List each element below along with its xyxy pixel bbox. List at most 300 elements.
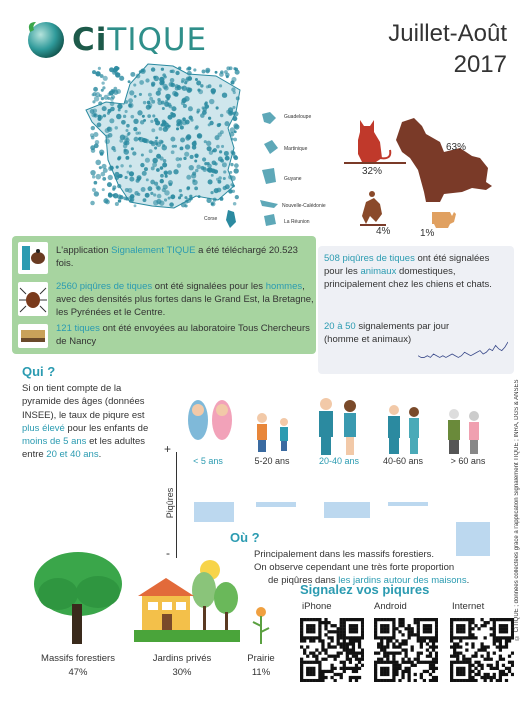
qr-module <box>456 670 459 673</box>
density-dot <box>162 162 167 167</box>
density-dot <box>105 200 110 205</box>
qr-module <box>358 652 361 655</box>
density-dot <box>162 188 166 192</box>
qr-module <box>401 676 404 679</box>
qr-module <box>312 667 315 670</box>
density-dot <box>164 171 168 175</box>
density-dot <box>190 118 193 121</box>
qr-module <box>343 645 346 648</box>
place-percent: 11% <box>251 667 271 678</box>
qr-module <box>487 652 490 655</box>
qr-module <box>380 624 383 627</box>
density-dot <box>113 149 116 152</box>
qr-module <box>480 648 483 651</box>
qr-module <box>450 630 453 633</box>
qr-module <box>300 658 303 661</box>
qr-module <box>435 679 438 682</box>
density-dot <box>92 175 95 178</box>
qr-module <box>432 676 435 679</box>
qr-module <box>502 670 505 673</box>
qr-module <box>453 661 456 664</box>
qr-module <box>429 679 432 682</box>
qr-module <box>474 673 477 676</box>
density-dot <box>231 151 235 155</box>
qr-module <box>306 679 309 682</box>
qr-module <box>398 645 401 648</box>
qr-module <box>408 676 411 679</box>
density-dot <box>196 165 201 170</box>
adults-40-60-icon <box>388 405 419 454</box>
density-dot <box>170 70 173 73</box>
qr-module <box>374 667 377 670</box>
qr-module <box>477 673 480 676</box>
qr-module <box>474 652 477 655</box>
qr-code-internet[interactable] <box>450 618 514 682</box>
title-year: 2017 <box>453 51 507 78</box>
density-dot <box>234 168 239 173</box>
qr-module <box>300 636 303 639</box>
qr-module <box>303 652 306 655</box>
qr-module <box>343 633 346 636</box>
density-dot <box>187 66 191 70</box>
qr-module <box>386 642 389 645</box>
qr-module <box>349 676 352 679</box>
qr-module <box>343 670 346 673</box>
qr-module <box>300 664 303 667</box>
qr-module <box>477 664 480 667</box>
qr-module <box>426 630 429 633</box>
density-dot <box>228 175 233 180</box>
qr-module <box>429 645 432 648</box>
qr-module <box>465 636 468 639</box>
qr-module <box>343 642 346 645</box>
qr-module <box>318 624 321 627</box>
qr-module <box>330 636 333 639</box>
qr-module <box>358 639 361 642</box>
qr-module <box>408 627 411 630</box>
density-dot <box>109 166 113 170</box>
qr-module <box>471 670 474 673</box>
qr-module <box>343 667 346 670</box>
qr-module <box>480 676 483 679</box>
cow-percent: 1% <box>420 228 435 239</box>
qr-module <box>343 639 346 642</box>
prairie-illustration <box>248 606 274 646</box>
density-dot <box>101 89 104 92</box>
qr-module <box>496 645 499 648</box>
density-dot <box>189 165 194 170</box>
qr-module <box>411 630 414 633</box>
qr-module <box>408 658 411 661</box>
qr-module <box>423 630 426 633</box>
qr-module <box>404 639 407 642</box>
qr-module <box>408 673 411 676</box>
qr-module <box>374 633 377 636</box>
density-dot <box>90 170 95 175</box>
qr-module <box>392 621 395 624</box>
density-dot <box>195 125 199 129</box>
qr-module <box>389 652 392 655</box>
density-dot <box>155 136 158 139</box>
qr-module <box>315 658 318 661</box>
qr-module <box>318 664 321 667</box>
qr-module <box>465 618 468 621</box>
qr-module <box>340 618 343 621</box>
qr-module <box>493 621 496 624</box>
density-dot <box>108 175 113 180</box>
qr-module <box>303 639 306 642</box>
density-dot <box>218 157 223 162</box>
qr-module <box>417 639 420 642</box>
density-dot <box>154 140 157 143</box>
brand-name: TIQUE <box>107 22 208 58</box>
qr-module <box>321 645 324 648</box>
density-dot <box>230 80 234 84</box>
density-dot <box>220 114 223 117</box>
qr-module <box>386 658 389 661</box>
qr-module <box>499 676 502 679</box>
density-dot <box>202 70 206 74</box>
stat-highlight: Signalement TIQUE <box>111 245 196 256</box>
qr-module <box>306 670 309 673</box>
qr-module <box>490 633 493 636</box>
qr-module <box>300 667 303 670</box>
qr-module <box>493 633 496 636</box>
density-dot <box>101 97 104 100</box>
qr-module <box>343 627 346 630</box>
qr-module <box>392 636 395 639</box>
qr-module <box>499 670 502 673</box>
qr-module <box>477 648 480 651</box>
density-dot <box>168 197 171 200</box>
density-dot <box>236 96 240 100</box>
qr-module <box>487 658 490 661</box>
density-dot <box>233 138 237 142</box>
stat-item <box>18 323 310 354</box>
density-dot <box>133 83 136 86</box>
qr-module <box>300 676 303 679</box>
qr-module <box>309 667 312 670</box>
qr-module <box>392 618 395 621</box>
density-dot <box>112 188 115 191</box>
density-dot <box>123 196 127 200</box>
density-dot <box>115 126 118 129</box>
qr-module <box>408 661 411 664</box>
density-dot <box>211 202 214 205</box>
qr-module <box>309 670 312 673</box>
qr-module <box>380 673 383 676</box>
qr-module <box>349 639 352 642</box>
qr-module <box>502 673 505 676</box>
qr-module <box>380 642 383 645</box>
stat-text: L'application <box>56 245 112 256</box>
qr-module <box>450 670 453 673</box>
age-bar <box>456 522 490 556</box>
density-dot <box>161 68 164 71</box>
density-dot <box>228 189 233 194</box>
qui-text-part: . <box>98 449 102 461</box>
qr-module <box>450 655 453 658</box>
density-dot <box>209 121 213 125</box>
qr-module <box>315 679 318 682</box>
daily-highlight: 20 à 50 <box>324 321 356 332</box>
density-dot <box>187 135 192 140</box>
qr-module <box>432 618 435 621</box>
qr-module <box>401 633 404 636</box>
animal-stats-box <box>318 246 514 374</box>
qr-module <box>435 661 438 664</box>
density-dot <box>95 140 100 145</box>
qr-module <box>450 679 453 682</box>
qr-module <box>346 652 349 655</box>
qr-module <box>398 652 401 655</box>
density-dot <box>131 147 134 150</box>
qr-module <box>432 667 435 670</box>
axis-minus: - <box>166 546 170 560</box>
qr-module <box>468 627 471 630</box>
density-dot <box>118 199 121 202</box>
qr-module <box>330 624 333 627</box>
qr-module <box>429 636 432 639</box>
density-dot <box>202 110 207 115</box>
density-dot <box>178 66 181 69</box>
density-dot <box>185 144 190 149</box>
qr-module <box>327 621 330 624</box>
qr-module <box>300 633 303 636</box>
qr-module <box>389 679 392 682</box>
qr-module <box>327 645 330 648</box>
density-dot <box>174 145 177 148</box>
density-dot <box>197 133 202 138</box>
density-dot <box>93 87 98 92</box>
qr-module <box>474 655 477 658</box>
qr-module <box>480 642 483 645</box>
density-dot <box>187 76 192 81</box>
qr-module <box>456 618 459 621</box>
density-dot <box>107 127 111 131</box>
signal-title: Signalez vos piqures <box>300 582 430 597</box>
qr-module <box>349 636 352 639</box>
density-dot <box>116 114 121 119</box>
qr-module <box>358 636 361 639</box>
qr-module <box>395 673 398 676</box>
qr-module <box>499 630 502 633</box>
density-dot <box>132 151 136 155</box>
qr-code-iphone[interactable] <box>300 618 364 682</box>
density-dot <box>91 126 95 130</box>
qr-module <box>459 645 462 648</box>
qr-module <box>404 648 407 651</box>
density-dot <box>235 195 239 199</box>
density-dot <box>211 88 216 93</box>
qr-module <box>340 636 343 639</box>
qr-module <box>340 652 343 655</box>
qr-module <box>352 618 355 621</box>
qr-module <box>355 639 358 642</box>
density-dot <box>137 175 142 180</box>
qr-module <box>306 667 309 670</box>
qr-module <box>417 655 420 658</box>
qui-highlight: moins de 5 ans <box>22 436 87 448</box>
qr-module <box>404 652 407 655</box>
qr-module <box>502 618 505 621</box>
qr-module <box>309 630 312 633</box>
qr-module <box>383 645 386 648</box>
density-dot <box>198 89 203 94</box>
qr-module <box>420 618 423 621</box>
qr-module <box>355 652 358 655</box>
density-dot <box>108 192 112 196</box>
qr-module <box>346 658 349 661</box>
qr-module <box>493 624 496 627</box>
qr-module <box>392 633 395 636</box>
qr-module <box>471 676 474 679</box>
density-dot <box>134 204 137 207</box>
qr-module <box>502 636 505 639</box>
qr-module <box>392 658 395 661</box>
qr-module <box>499 618 502 621</box>
density-dot <box>92 188 96 192</box>
density-dot <box>102 188 105 191</box>
density-dot <box>130 115 134 119</box>
qr-module <box>380 636 383 639</box>
density-dot <box>90 201 95 206</box>
density-dot <box>232 112 235 115</box>
qr-module <box>435 655 438 658</box>
age-labels <box>176 456 506 470</box>
qr-module <box>343 648 346 651</box>
territory-label: Guadeloupe <box>284 114 312 120</box>
qr-module <box>456 655 459 658</box>
qr-module <box>355 664 358 667</box>
density-dot <box>198 195 201 198</box>
qr-module <box>321 642 324 645</box>
qr-module <box>508 618 511 621</box>
density-dot <box>116 166 119 169</box>
density-dot <box>117 104 122 109</box>
density-dot <box>150 120 153 123</box>
qr-module <box>315 661 318 664</box>
qr-module <box>352 667 355 670</box>
qr-module <box>417 661 420 664</box>
qr-module <box>429 664 432 667</box>
qr-module <box>496 667 499 670</box>
density-dot <box>150 192 153 195</box>
density-dot <box>218 123 221 126</box>
qr-module <box>401 618 404 621</box>
density-dot <box>175 71 179 75</box>
qr-module <box>330 676 333 679</box>
qr-module <box>459 618 462 621</box>
density-dot <box>125 110 128 113</box>
qr-module <box>312 673 315 676</box>
qr-module <box>417 652 420 655</box>
animal-highlight: animaux <box>360 266 397 277</box>
density-dot <box>165 100 168 103</box>
qr-module <box>468 676 471 679</box>
qr-module <box>462 624 465 627</box>
density-dot <box>219 84 222 87</box>
corse-shape <box>226 210 236 228</box>
sparkline-line <box>418 342 508 357</box>
density-dot <box>224 151 229 156</box>
qr-module <box>352 636 355 639</box>
qr-module <box>343 624 346 627</box>
density-dot <box>174 92 179 97</box>
qr-module <box>334 673 337 676</box>
density-dot <box>140 163 144 167</box>
qr-module <box>306 673 309 676</box>
density-dot <box>169 202 174 207</box>
density-dot <box>233 155 237 159</box>
stat-text: a été téléchargé 20.523 fois. <box>56 245 298 269</box>
qr-module <box>471 645 474 648</box>
density-dot <box>234 163 239 168</box>
animals-chart <box>340 112 510 242</box>
qr-module <box>352 639 355 642</box>
qr-module <box>432 658 435 661</box>
qr-module <box>300 618 303 621</box>
density-dot <box>163 159 167 163</box>
qr-code-android[interactable] <box>374 618 438 682</box>
qr-module <box>346 618 349 621</box>
density-dot <box>231 138 234 141</box>
qr-module <box>480 667 483 670</box>
qr-module <box>349 618 352 621</box>
density-dot <box>167 103 171 107</box>
qr-module <box>459 627 462 630</box>
density-dot <box>184 204 187 207</box>
axis-line <box>176 452 177 558</box>
qr-module <box>420 636 423 639</box>
density-dot <box>233 123 238 128</box>
qr-module <box>324 652 327 655</box>
qr-module <box>355 636 358 639</box>
qr-module <box>505 679 508 682</box>
density-dot <box>180 126 184 130</box>
qr-module <box>315 636 318 639</box>
qr-module <box>321 621 324 624</box>
qr-module <box>312 670 315 673</box>
qr-module <box>395 661 398 664</box>
qr-module <box>511 664 514 667</box>
qr-module <box>417 658 420 661</box>
qr-module <box>352 655 355 658</box>
qr-module <box>355 630 358 633</box>
qr-module <box>330 664 333 667</box>
qr-module <box>374 664 377 667</box>
logo <box>24 18 208 64</box>
ou-title: Où ? <box>230 530 260 545</box>
qr-module <box>423 661 426 664</box>
qr-module <box>324 627 327 630</box>
density-dot <box>162 121 166 125</box>
qr-module <box>411 645 414 648</box>
qr-module <box>309 639 312 642</box>
qr-module <box>346 648 349 651</box>
qr-module <box>505 673 508 676</box>
density-dot <box>148 93 152 97</box>
qr-module <box>349 652 352 655</box>
place-percent: 47% <box>68 667 88 678</box>
qr-module <box>414 664 417 667</box>
density-dot <box>220 70 224 74</box>
qr-module <box>462 636 465 639</box>
density-dot <box>128 80 131 83</box>
qr-module <box>352 645 355 648</box>
qr-module <box>471 636 474 639</box>
qr-module <box>456 661 459 664</box>
